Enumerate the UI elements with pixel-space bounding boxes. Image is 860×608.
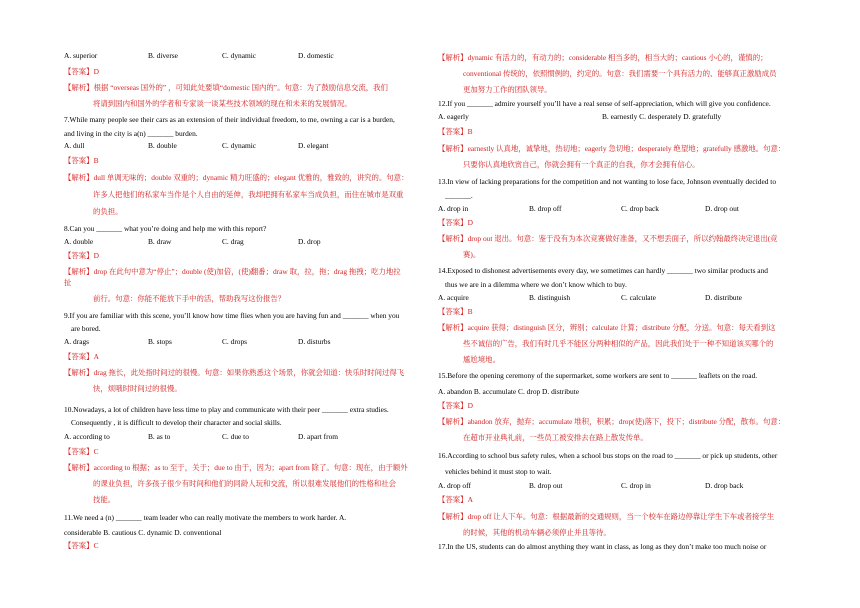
option: A. double	[64, 237, 94, 246]
option: D. domestic	[298, 51, 334, 60]
option: B. double	[148, 141, 177, 150]
q11-explanation: 更加努力工作的团队领导。	[463, 85, 552, 94]
q14-options	[438, 294, 810, 303]
q10-explanation: 的课业负担，许多孩子很少有时间和他们的同龄人玩和交流，所以很难发展他们的性格和社会	[93, 479, 397, 488]
q12-answer: 【答案】B	[438, 127, 473, 136]
q9-stem: 9.If you are familiar with this scene, you’ll know how time flies when you are having fun and _______ when you	[64, 311, 400, 320]
option: C. dynamic	[222, 51, 257, 60]
option: B. earnestly C. desperately D. gratefully	[602, 112, 722, 121]
q14-answer: 【答案】B	[438, 307, 473, 316]
q9-explanation: 【解析】drag 拖长，此处指时间过的很慢。句意：如果你熟悉这个场景，你就会知道：快乐时时间过得飞	[64, 368, 405, 377]
option: A. drags	[64, 337, 90, 346]
q10-explanation: 【解析】according to 根据；as to 至于，关于；due to 由于，因为；apart from 除了。句意：现在，由于额外	[64, 463, 408, 472]
q10-stem: Consequently , it is difficult to develop their character and social skills.	[71, 418, 282, 427]
q9-answer: 【答案】A	[64, 352, 99, 361]
option: D. drop back	[705, 481, 744, 490]
option: A. acquire	[438, 293, 469, 302]
q10-options	[64, 433, 424, 442]
q12-options	[438, 113, 810, 122]
option: B. as to	[148, 432, 171, 441]
option: A. drop in	[438, 204, 469, 213]
q8-explanation: 扯	[64, 278, 72, 287]
q12-explanation: 【解析】earnestly 认真地，诚挚地，热切地；eagerly 急切地；desperately 绝望地；gratefully 感激地。句意：	[438, 144, 786, 153]
option: C. drag	[222, 237, 244, 246]
q13-options	[438, 205, 810, 214]
q14-stem: 14.Exposed to dishonest advertisements every day, we sometimes can hardly _______ two similar products and	[438, 266, 768, 275]
option: C. drop in	[621, 481, 651, 490]
option: D. distribute	[705, 293, 742, 302]
q11-answer: 【答案】C	[64, 541, 99, 550]
q6-answer: 【答案】D	[64, 67, 99, 76]
q13-explanation: 【解析】drop out 退出。句意：鉴于没有为本次竞赛做好准备，又不想丢面子，所以约翰最终决定退出(竞	[438, 234, 778, 243]
q11-explanation: 【解析】dynamic 有活力的，有动力的；considerable 相当多的，相当大的；cautious 小心的，谨慎的；	[438, 53, 768, 62]
q16-stem: 16.According to school bus safety rules, when a school bus stops on the road to _______ or pick up students, other	[438, 451, 778, 460]
q14-explanation: 些不诚信的广告，我们有时几乎不能区分两种相似的产品，因此我们处于一种不知道该买哪个的	[463, 339, 774, 348]
option: D. disturbs	[298, 337, 331, 346]
q7-stem: and living in the city is a(n) _______ burden.	[64, 129, 198, 138]
q8-explanation: 【解析】drop 在此句中意为“停止”；double (使)加倍，(使)翻番；draw 取，拉，拖；drag 拖拽；吃力地拉	[64, 267, 401, 276]
q11-explanation: conventional 传统的，依照惯例的，约定的。句意：我们需要一个具有活力的、能够真正激励成员	[463, 69, 777, 78]
q7-options	[64, 142, 424, 151]
option: C. due to	[222, 432, 249, 441]
option: C. dynamic	[222, 141, 257, 150]
q16-explanation: 的时候，其他的机动车辆必须停止并且等待。	[463, 528, 611, 537]
q10-answer: 【答案】C	[64, 447, 99, 456]
q16-stem: vehicles behind it must stop to wait.	[445, 467, 552, 476]
option: B. distinguish	[529, 293, 571, 302]
q14-explanation: 尴尬境地。	[463, 355, 500, 364]
q16-explanation: 【解析】drop off 让人下车。句意：根据最新的交通规则，当一个校车在路边停靠让学生下车或者接学生	[438, 512, 775, 521]
option: C. drops	[222, 337, 248, 346]
q12-stem: 12.If you _______ admire yourself you’ll have a real sense of self-appreciation, which will give you confidence.	[438, 99, 771, 108]
q6-explanation: 【解析】根据 “overseas 国外的” ，可知此处要填“domestic 国内的”。句意：为了鼓励信息交流，我们	[64, 83, 388, 92]
option: A. drop off	[438, 481, 471, 490]
q6-explanation: 将请到国内和国外的学者和专家谈一谈某些技术领域的现在和未来的发展情况。	[93, 99, 352, 108]
q13-answer: 【答案】D	[438, 218, 473, 227]
q15-options: A. abandon B. accumulate C. drop D. distribute	[438, 387, 580, 396]
option: A. superior	[64, 51, 98, 60]
q14-stem: thus we are in a dilemma where we don’t know which to buy.	[445, 280, 627, 289]
q13-stem: 13.In view of lacking preparations for the competition and not wanting to lose face, Johnson eventually decided to	[438, 177, 777, 186]
q16-options	[438, 482, 810, 491]
q7-stem: 7.While many people see their cars as an extension of their individual freedom, to me, owning a car is a burden,	[64, 115, 395, 124]
q8-stem: 8.Can you _______ what you’re doing and help me with this report?	[64, 224, 267, 233]
q7-explanation: 许多人把他们的私家车当作是个人自由的延伸，我却把拥有私家车当成负担，而住在城市是双重	[93, 190, 404, 199]
q8-explanation: 前行。句意：你能不能放下手中的活，帮助我写这份报告？	[93, 294, 286, 303]
q17-stem: 17.In the US, students can do almost anything they want in class, as long as they don’t make too much noise or	[438, 542, 767, 551]
option: A. dull	[64, 141, 85, 150]
q8-options	[64, 238, 424, 247]
option: D. drop	[298, 237, 321, 246]
q10-stem: 10.Nowadays, a lot of children have less time to play and communicate with their peer _______ extra studies.	[64, 405, 389, 414]
q13-explanation: 赛)。	[463, 250, 481, 259]
option: B. stops	[148, 337, 172, 346]
q12-explanation: 只要你认真地欣赏自己，你就会拥有一个真正的自我，你才会拥有信心。	[463, 160, 700, 169]
q15-stem: 15.Before the opening ceremony of the supermarket, some workers are sent to _______ leaflets on the road.	[438, 371, 758, 380]
option: C. drop back	[621, 204, 659, 213]
q10-explanation: 技能。	[93, 495, 116, 504]
q15-explanation: 【解析】abandon 放弃，抛弃；accumulate 堆积，积累；drop(使)落下，投下；distribute 分配，散布。句意：	[438, 417, 786, 426]
q15-answer: 【答案】D	[438, 401, 473, 410]
q7-explanation: 的负担。	[93, 207, 123, 216]
option: D. drop out	[705, 204, 739, 213]
q9-explanation: 快，烦哦时时间过的很慢。	[93, 384, 182, 393]
q16-answer: 【答案】A	[438, 495, 473, 504]
option: B. drop off	[529, 204, 562, 213]
q7-answer: 【答案】B	[64, 156, 99, 165]
q11-stem: 11.We need a (n) _______ team leader who can really motivate the members to work harder. A.	[64, 513, 347, 522]
q6-options	[64, 52, 424, 61]
option: D. apart from	[298, 432, 339, 441]
q9-options	[64, 338, 424, 347]
option: C. calculate	[621, 293, 656, 302]
q11-stem: considerable B. cautious C. dynamic D. conventional	[64, 528, 222, 537]
q8-answer: 【答案】D	[64, 251, 99, 260]
q7-explanation: 【解析】dull 单调无味的；double 双重的；dynamic 精力旺盛的；elegant 优雅的，雅致的，讲究的。句意：	[64, 173, 409, 182]
q15-explanation: 在超市开业典礼前，一些员工被安排去在路上散发传单。	[463, 433, 648, 442]
q14-explanation: 【解析】acquire 获得；distinguish 区分，辨别；calculate 计算；distribute 分配，分送。句意：每天看到这	[438, 323, 776, 332]
option: D. elegant	[298, 141, 329, 150]
option: A. according to	[64, 432, 110, 441]
q9-stem: are bored.	[71, 324, 101, 333]
option: B. diverse	[148, 51, 178, 60]
option: A. eagerly	[438, 112, 469, 121]
option: B. draw	[148, 237, 172, 246]
q13-stem: _______.	[445, 191, 473, 200]
option: B. drop out	[529, 481, 563, 490]
